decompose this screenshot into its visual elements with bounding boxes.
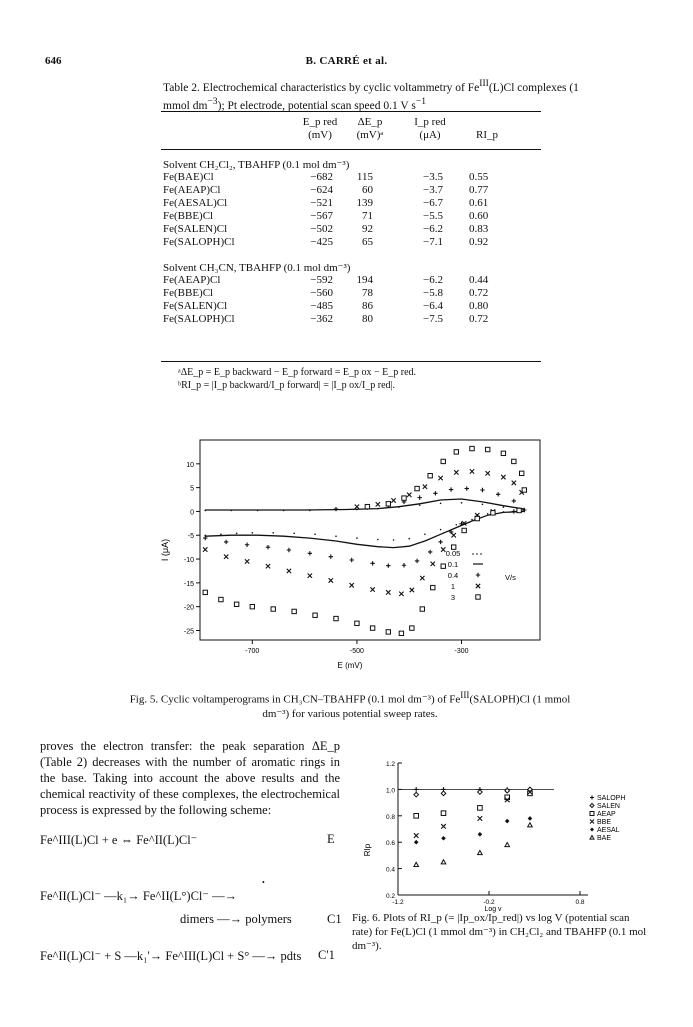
fig5-point-1	[329, 578, 333, 582]
table-rule-bottom	[161, 361, 541, 362]
fig5-point-3	[386, 630, 390, 634]
fig5-point-0.4	[402, 563, 406, 567]
fig5-point-1	[470, 469, 474, 473]
fig5-ytick-label: -25	[183, 628, 194, 636]
fig6-ytick-label: 1.0	[385, 787, 395, 795]
table-section-title: Solvent CH₃CN, TBAHFP (0.1 mol dm⁻³)	[163, 262, 351, 274]
fig5-xtick-label: -500	[349, 648, 364, 655]
fig5-point-0.05	[503, 506, 505, 508]
fig5-chart	[150, 430, 550, 675]
fig5-point-3	[203, 590, 207, 594]
fig5-legend-label: 3	[450, 593, 456, 602]
table-cell-rip: 0.77	[469, 184, 489, 196]
table-rule-header	[161, 149, 541, 150]
fig5-legend-label: 0.1	[447, 560, 459, 569]
table-row	[163, 287, 543, 300]
table-cell-compound: Fe(BBE)Cl	[163, 287, 214, 299]
fig6-point-aesal	[528, 816, 533, 821]
table-cell-rip: 0.60	[469, 210, 489, 222]
table-cell-ep: −624	[310, 184, 333, 196]
fig6-legend-label: SALOPH	[597, 795, 626, 802]
fig5-point-0.05	[471, 519, 473, 521]
fig5-point-0.05	[272, 532, 274, 534]
fig6-ytick-label: 0.8	[385, 813, 395, 821]
fig5-point-3	[441, 564, 445, 568]
fig5-point-3	[355, 621, 359, 625]
fig5-point-0.4	[512, 499, 516, 503]
fig5-point-1	[349, 583, 353, 587]
table-cell-rip: 0.72	[469, 287, 489, 299]
table-cell-ip: −7.1	[423, 236, 443, 248]
table-cell-rip: 0.44	[469, 274, 489, 286]
fig5-point-3	[334, 616, 338, 620]
table-caption-exp: −3	[207, 95, 218, 107]
table-cell-ep: −521	[310, 197, 333, 209]
fig5-point-0.4	[465, 486, 469, 490]
fig6-point-aesal	[441, 836, 446, 841]
fig5-point-1	[370, 587, 374, 591]
fig6-point-bae	[414, 862, 419, 866]
table-cell-compound: Fe(SALOPH)Cl	[163, 236, 235, 248]
fig6-chart	[358, 755, 648, 915]
table-cell-dep: 86	[362, 300, 373, 312]
table-cell-compound: Fe(SALOPH)Cl	[163, 313, 235, 325]
fig5-point-3	[292, 609, 296, 613]
table-cell-ep: −560	[310, 287, 333, 299]
fig6-ytick-label: 0.4	[385, 866, 395, 874]
table-cell-compound: Fe(AEAP)Cl	[163, 274, 221, 286]
equation-1: Fe^III(L)Cl + e ⇔ Fe^II(L)Cl⁻	[40, 833, 198, 847]
fig5-point-0.05	[424, 533, 426, 535]
col-header-ip-label: I_p red	[414, 116, 446, 128]
fig5-point-0.05	[220, 533, 222, 535]
fig5-point-1	[454, 470, 458, 474]
fig5-point-3	[370, 626, 374, 630]
table-cell-ep: −567	[310, 210, 333, 222]
fig5-point-0.4	[308, 551, 312, 555]
fig5-point-1	[410, 588, 414, 592]
table-cell-rip: 0.61	[469, 197, 489, 209]
fig6-point-aesal	[414, 840, 419, 845]
equation-3-label: C1	[327, 912, 342, 926]
fig5-ytick-label: -10	[183, 557, 194, 565]
fig6-x-axis	[392, 891, 584, 906]
fig5-point-3	[431, 585, 435, 589]
fig5-point-3	[441, 459, 445, 463]
fig5-point-0.05	[377, 539, 379, 541]
table-section-title: Solvent CH₂Cl₂, TBAHFP (0.1 mol dm⁻³)	[163, 159, 350, 171]
fig6-legend-label: AEAP	[597, 811, 616, 818]
equation-2: Fe^II(L)Cl⁻ —k₁→ Fe^II(L°)Cl⁻ —→	[40, 889, 238, 903]
table-cell-rip: 0.80	[469, 300, 489, 312]
fig5-series	[203, 446, 526, 635]
fig6-legend	[590, 795, 625, 842]
fig5-point-3	[475, 516, 479, 520]
fig5-point-0.05	[456, 524, 458, 526]
table-row	[163, 274, 543, 287]
fig6-legend-swatch	[590, 812, 594, 816]
table-cell-dep: 92	[362, 223, 373, 235]
fig6-ytick-label: 0.6	[385, 840, 395, 848]
fig6-point-bae	[528, 823, 533, 827]
fig5-ytick-label: -20	[183, 604, 194, 612]
fig5-ytick-label: 10	[186, 461, 194, 469]
fig5-x-axis	[245, 640, 468, 655]
table-cell-compound: Fe(BAE)Cl	[163, 171, 214, 183]
fig6-point-bae	[478, 850, 483, 854]
equation-2-dot: •	[262, 878, 265, 887]
fig6-point-bae	[441, 860, 446, 864]
fig5-point-3	[399, 631, 403, 635]
fig5-point-0.4	[334, 507, 338, 511]
fig5-point-1	[245, 559, 249, 563]
fig6-point-bae	[505, 843, 510, 847]
fig5-point-1	[407, 493, 411, 497]
fig5-point-0.05	[482, 503, 484, 505]
fig6-point-bbe	[414, 833, 419, 838]
fig5-point-0.05	[408, 538, 410, 540]
table-cell-compound: Fe(SALEN)Cl	[163, 300, 228, 312]
fig6-point-aeap	[414, 814, 419, 819]
table-row	[163, 171, 543, 184]
fig6-ytick-label: 1.2	[385, 761, 395, 768]
table-cell-ip: −7.5	[423, 313, 443, 325]
fig5-point-1	[391, 498, 395, 502]
fig5-point-0.05	[314, 533, 316, 535]
fig5-caption-line1: Fig. 5. Cyclic voltamperograms in CH₃CN–TBAHFP (0.1 mol dm⁻³) of Fe	[129, 693, 461, 706]
fig6-point-saloph	[414, 787, 419, 792]
table-cell-rip: 0.72	[469, 313, 489, 325]
fig6-point-aesal	[478, 832, 483, 837]
fig5-point-3	[386, 502, 390, 506]
table-cell-ep: −485	[310, 300, 333, 312]
fig5-point-0.4	[512, 509, 516, 513]
fig5-point-0.05	[236, 533, 238, 535]
fig5-point-0.4	[287, 548, 291, 552]
fig5-legend-swatch	[476, 595, 480, 599]
fig5-point-3	[517, 508, 521, 512]
fig5-point-0.4	[496, 492, 500, 496]
fig6-point-bbe	[441, 824, 446, 829]
table-cell-ep: −592	[310, 274, 333, 286]
fig5-point-1	[431, 562, 435, 566]
fig5-point-3	[219, 597, 223, 601]
equation-1-label: E	[327, 832, 335, 846]
fig5-ytick-label: 5	[190, 485, 194, 493]
table-cell-ip: −3.5	[423, 171, 443, 183]
fig5-point-0.4	[428, 550, 432, 554]
table-cell-ip: −6.2	[423, 274, 443, 286]
fig5-ytick-label: 0	[190, 509, 194, 517]
fig6-ytick-label: 0.2	[385, 893, 395, 900]
fig5-point-1	[501, 475, 505, 479]
col-header-rip	[462, 129, 512, 142]
fig6-point-aeap	[478, 806, 483, 811]
table-cell-ip: −6.4	[423, 300, 443, 312]
fig5-point-3	[491, 511, 495, 515]
fig6-legend-swatch	[590, 804, 594, 808]
table-cell-dep: 65	[362, 236, 373, 248]
fig5-point-0.05	[335, 535, 337, 537]
fig5-point-0.4	[449, 487, 453, 491]
fig5-point-3	[462, 528, 466, 532]
table-cell-dep: 139	[356, 197, 373, 209]
fig6-legend-swatch	[590, 820, 594, 824]
fig6-legend-label: BBE	[597, 819, 612, 826]
table-cell-dep: 80	[362, 313, 373, 325]
fig5-point-3	[313, 613, 317, 617]
fig5-point-1	[423, 484, 427, 488]
fig5-point-0.4	[438, 540, 442, 544]
fig5-point-0.4	[370, 561, 374, 565]
table-caption-rest: (L)Cl complexes (1 mmol dm	[163, 81, 579, 112]
fig5-legend-label: 1	[450, 582, 456, 591]
table-cell-ip: −3.7	[423, 184, 443, 196]
fig6-legend-swatch	[590, 828, 594, 832]
table-cell-ip: −6.7	[423, 197, 443, 209]
fig5-point-0.05	[461, 502, 463, 504]
table-cell-compound: Fe(AEAP)Cl	[163, 184, 221, 196]
page-number: 646	[45, 55, 62, 67]
fig5-point-0.05	[252, 532, 254, 534]
fig5-caption	[90, 688, 610, 721]
fig6-point-salen	[478, 790, 483, 795]
fig5-point-3	[410, 626, 414, 630]
fig5-point-1	[512, 481, 516, 485]
fig5-point-3	[512, 459, 516, 463]
table-cell-rip: 0.55	[469, 171, 489, 183]
fig6-caption: Fig. 6. Plots of RI_p (= |Ip_ox/Ip_red|) vs log V (potential scan rate) for Fe(L)Cl (1 mmol dm⁻³) in CH₂Cl₂ and TBAHFP (0.1 mol dm⁻³).	[352, 912, 647, 952]
table-cell-compound: Fe(AESAL)Cl	[163, 197, 228, 209]
fig5-point-1	[386, 590, 390, 594]
fig5-point-1	[203, 547, 207, 551]
equation-4-label: C'1	[318, 948, 335, 962]
col-header-dep	[345, 116, 395, 142]
table-cell-dep: 115	[356, 171, 373, 183]
fig5-point-0.05	[293, 533, 295, 535]
col-header-ip	[405, 116, 455, 142]
table-cell-dep: 60	[362, 184, 373, 196]
table-footnote-b: ᵇRI_p = |I_p backward/I_p forward| = |I_p ox/I_p red|.	[178, 380, 396, 391]
fig6-ylabel: RIp	[363, 843, 372, 857]
fig5-point-3	[234, 602, 238, 606]
table-row	[163, 184, 543, 197]
table-cell-dep: 194	[356, 274, 373, 286]
fig6-point-salen	[441, 791, 446, 796]
fig5-point-1	[308, 574, 312, 578]
fig6-legend-swatch	[590, 836, 594, 840]
fig5-point-1	[376, 502, 380, 506]
table-row	[163, 197, 543, 210]
fig5-legend-label: 0.05	[445, 549, 461, 558]
fig5-point-3	[485, 447, 489, 451]
fig5-legend-swatch	[480, 553, 482, 555]
fig5-point-0.4	[386, 564, 390, 568]
fig6-point-bbe	[478, 816, 483, 821]
fig5-point-0.4	[224, 540, 228, 544]
fig5-point-3	[519, 471, 523, 475]
table-caption-text: Table 2. Electrochemical characteristics by cyclic voltammetry of Fe	[163, 81, 480, 94]
fig5-point-3	[415, 486, 419, 490]
col-header-ep-unit: (mV)	[308, 129, 332, 141]
fig5-legend-swatch	[472, 553, 474, 555]
fig5-legend-label: 0.4	[447, 571, 459, 580]
fig6-legend-swatch	[590, 796, 594, 800]
fig5-ytick-label: -5	[187, 533, 194, 541]
fig6-y-axis	[386, 761, 402, 900]
fig5-point-0.4	[417, 495, 421, 499]
fig5-point-3	[470, 446, 474, 450]
table-cell-rip: 0.83	[469, 223, 489, 235]
table-cell-compound: Fe(SALEN)Cl	[163, 223, 228, 235]
table-footnote-a: ᵃΔE_p = E_p backward − E_p forward = E_p ox − E_p red.	[178, 367, 417, 378]
table-cell-ip: −5.5	[423, 210, 443, 222]
fig5-point-0.4	[349, 558, 353, 562]
fig6-legend-label: BAE	[597, 835, 612, 842]
col-header-rip-label: RI_p	[476, 129, 498, 141]
fig5-caption-line1b: (SALOPH)Cl (1 mmol	[469, 693, 571, 706]
fig5-point-3	[365, 504, 369, 508]
fig6-point-aesal	[505, 819, 510, 824]
fig5-point-1	[287, 569, 291, 573]
fig5-point-0.4	[433, 491, 437, 495]
table-cell-ep: −502	[310, 223, 333, 235]
fig5-point-3	[454, 450, 458, 454]
fig5-xtick-label: -700	[245, 648, 260, 655]
fig5-point-1	[485, 471, 489, 475]
fig5-point-3	[522, 488, 526, 492]
fig6-series	[414, 787, 532, 866]
table-cell-ip: −5.8	[423, 287, 443, 299]
fig5-caption-line2: dm⁻³) for various potential sweep rates.	[262, 707, 438, 720]
fig5-point-0.05	[419, 504, 421, 506]
table-caption	[163, 77, 583, 113]
fig5-ytick-label: -15	[183, 580, 194, 588]
fig6-xtick-label: -1.2	[392, 899, 404, 906]
table-cell-ep: −362	[310, 313, 333, 325]
table-cell-rip: 0.92	[469, 236, 489, 248]
fig6-xtick-label: -0.2	[483, 899, 495, 906]
fig5-point-3	[428, 474, 432, 478]
col-header-dep-unit: (mV)ᵃ	[356, 129, 384, 141]
fig5-point-1	[224, 554, 228, 558]
fig5-legend-swatch	[476, 573, 480, 577]
col-header-dep-label: ΔE_p	[357, 116, 383, 128]
table-cell-dep: 71	[362, 210, 373, 222]
fig5-point-1	[355, 504, 359, 508]
fig5-point-0.4	[415, 559, 419, 563]
fig6-point-aeap	[441, 811, 446, 816]
fig5-point-1	[266, 564, 270, 568]
fig5-point-3	[271, 607, 275, 611]
fig5-caption-sup: III	[460, 690, 470, 700]
fig6-point-salen	[414, 792, 419, 797]
fig5-ylabel: I (μA)	[160, 538, 170, 562]
table-cell-dep: 78	[362, 287, 373, 299]
fig5-point-0.05	[440, 529, 442, 531]
table-rule-top	[161, 111, 541, 112]
fig5-point-1	[451, 533, 455, 537]
body-paragraph: proves the electron transfer: the peak separation ΔE_p (Table 2) decreases with the number of aromatic rings in the base. Taking into account the above results and the chemical reactivity of these complexes, the electrochemical process is expressed by the following scheme:	[40, 739, 340, 817]
fig5-point-1	[399, 592, 403, 596]
table-cell-compound: Fe(BBE)Cl	[163, 210, 214, 222]
fig5-point-0.4	[480, 488, 484, 492]
fig5-y-axis	[184, 462, 200, 636]
fig5-xlabel: E (mV)	[337, 661, 363, 670]
fig5-xtick-label: -300	[454, 648, 469, 655]
table-caption-sup: III	[479, 78, 489, 89]
fig5-point-0.4	[266, 545, 270, 549]
table-row	[163, 300, 543, 313]
fig6-legend-label: SALEN	[597, 803, 620, 810]
fig5-legend-swatch	[476, 584, 480, 588]
fig5-point-3	[402, 496, 406, 500]
table-row	[163, 313, 543, 326]
running-head: B. CARRÉ et al.	[305, 55, 388, 67]
fig6-legend-label: AESAL	[597, 827, 620, 834]
fig5-point-3	[501, 451, 505, 455]
equation-3: dimers —→ polymers	[180, 912, 292, 926]
table-cell-ep: −682	[310, 171, 333, 183]
table-row	[163, 236, 543, 249]
col-header-ep-label: E_p red	[302, 116, 338, 128]
equation-4: Fe^II(L)Cl⁻ + S —k₁'→ Fe^III(L)Cl + S° —→ pdts	[40, 949, 302, 963]
fig6-xlabel: Log v	[484, 906, 502, 913]
fig5-legend	[446, 549, 516, 602]
fig5-point-1	[420, 576, 424, 580]
table-row	[163, 210, 543, 223]
fig5-point-1	[438, 476, 442, 480]
fig5-point-3	[250, 604, 254, 608]
fig5-point-0.05	[393, 539, 395, 541]
col-header-ep	[290, 116, 350, 142]
fig5-point-3	[420, 607, 424, 611]
fig6-xtick-label: 0.8	[575, 899, 585, 906]
table-row	[163, 223, 543, 236]
fig5-legend-title: V/s	[505, 573, 516, 582]
fig5-point-0.05	[487, 513, 489, 515]
fig5-point-0.05	[440, 503, 442, 505]
fig5-point-0.05	[356, 537, 358, 539]
table-cell-ep: −425	[310, 236, 333, 248]
fig5-legend-swatch	[476, 553, 478, 555]
table-caption-end: ); Pt electrode, potential scan speed 0.1 V s	[217, 99, 416, 112]
fig5-point-0.4	[329, 554, 333, 558]
fig5-point-0.4	[245, 543, 249, 547]
fig5-frame	[200, 440, 540, 640]
col-header-ip-unit: (μA)	[419, 129, 441, 141]
table-caption-exp2: −1	[415, 95, 427, 107]
table-cell-ip: −6.2	[423, 223, 443, 235]
